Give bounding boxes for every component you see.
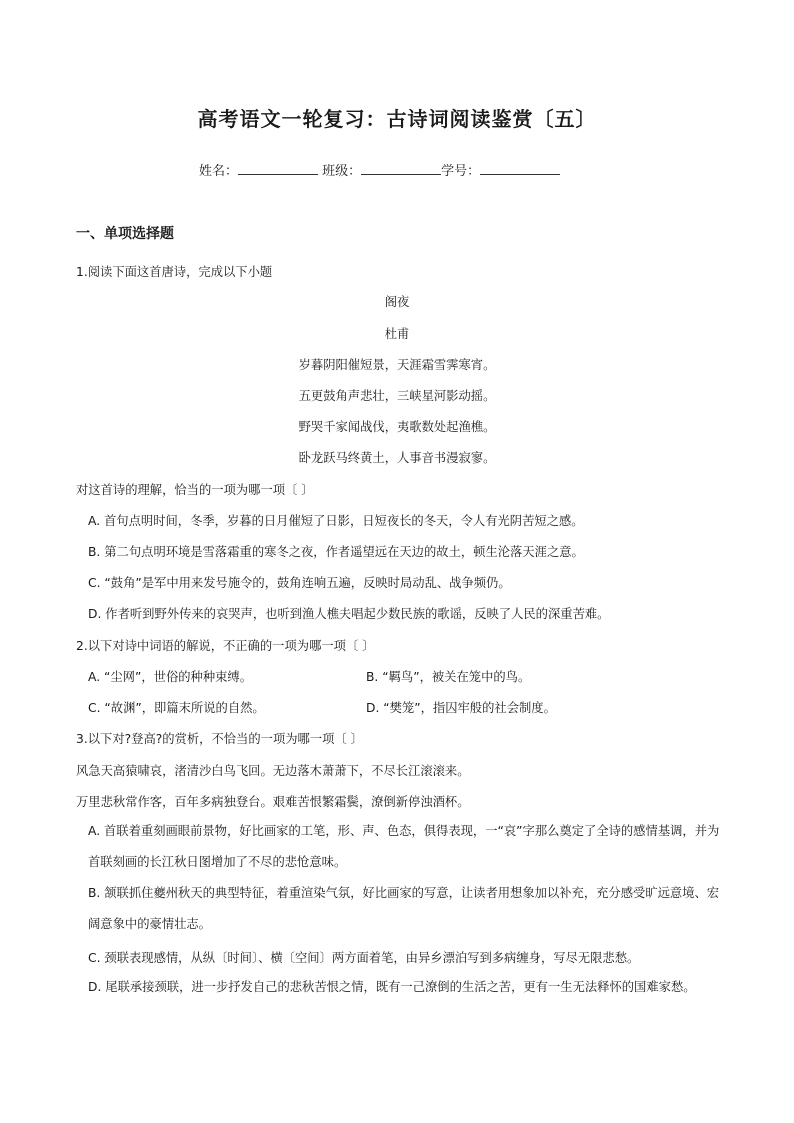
q2-option-b[interactable]: B. “羁鸟”，被关在笼中的鸟。 [366,670,531,684]
q3-option-a[interactable]: A. 首联着重刻画眼前景物，好比画家的工笔，形、声、色态，俱得表现，一“哀”字那么奠定了全诗的感情基调，并为首联刻画的长江秋日图增加了不尽的悲怆意味。 [88,824,720,869]
q2-stem: 2.以下对诗中词语的解说，不正确的一项为哪一项〔 〕 [76,639,375,653]
q2-option-c[interactable]: C. “故渊”，即篇末所说的自然。 [88,701,265,715]
section-heading: 一、单项选择题 [76,226,174,242]
q2-option-a[interactable]: A. “尘网”，世俗的种种束缚。 [88,670,253,684]
q1-poem-line: 五更鼓角声悲壮，三峡星河影动摇。 [298,389,496,403]
q1-poem-title: 阁夜 [384,295,410,309]
q1-option-b[interactable]: B. 第二句点明环境是雪落霜重的寒冬之夜，作者遥望远在天边的故土，顿生沦落天涯之意。 [88,545,584,559]
q3-stem: 3.以下对?登高?的赏析，不恰当的一项为哪一项〔 〕 [76,732,363,746]
q1-stem: 1.阅读下面这首唐诗，完成以下小题 [76,265,273,279]
q3-option-d[interactable]: D. 尾联承接颈联，进一步抒发自己的悲秋苦恨之情，既有一己潦倒的生活之苦，更有一生无法释怀的国难家愁。 [88,980,696,994]
q1-poem-line: 卧龙跃马终黄土，人事音书漫寂寥。 [298,451,496,465]
q1-poem-line: 岁暮阴阳催短景，天涯霜雪霁寒宵。 [298,358,496,372]
id-label: 学号： [441,164,481,179]
q1-option-a[interactable]: A. 首句点明时间，冬季，岁暮的日月催短了日影，日短夜长的冬天，令人有光阴苦短之感。 [88,514,584,528]
q2-option-d[interactable]: D. “樊笼”，指囚牢般的社会制度。 [366,701,556,715]
q3-option-b[interactable]: B. 颔联抓住夔州秋天的典型特征，着重渲染气氛，好比画家的写意，让读者用想象加以补充，充分感受旷远意境、宏阔意象中的豪情壮志。 [88,886,720,931]
q3-poem-line: 万里悲秋常作客，百年多病独登台。艰难苦恨繁霜鬓，潦倒新停浊酒杯。 [76,795,470,809]
page-title: 高考语文一轮复习：古诗词阅读鉴赏〔五〕 [197,107,597,131]
class-label: 班级： [322,164,362,179]
q3-option-c[interactable]: C. 颈联表现感情，从纵〔时间〕、横〔空间〕两方面着笔，由异乡漂泊写到多病缠身，写尽无限悲愁。 [88,951,640,965]
class-blank[interactable] [361,162,441,175]
student-info-line [199,160,560,179]
q3-poem-line: 风急天高猿啸哀，渚清沙白鸟飞回。无边落木萧萧下，不尽长江滚滚来。 [76,764,470,778]
id-blank[interactable] [480,162,560,175]
q1-poem-author: 杜甫 [384,327,410,341]
q1-option-c[interactable]: C. “鼓角”是军中用来发号施令的，鼓角连响五遍，反映时局动乱、战争频仍。 [88,576,511,590]
q1-sub-stem: 对这首诗的理解，恰当的一项为哪一项〔 〕 [76,483,314,497]
name-blank[interactable] [238,162,318,175]
q1-poem-line: 野哭千家闻战伐，夷歌数处起渔樵。 [298,420,496,434]
name-label: 姓名： [199,164,239,179]
q1-option-d[interactable]: D. 作者听到野外传来的哀哭声，也听到渔人樵夫唱起少数民族的歌谣，反映了人民的深重苦难。 [88,607,610,621]
